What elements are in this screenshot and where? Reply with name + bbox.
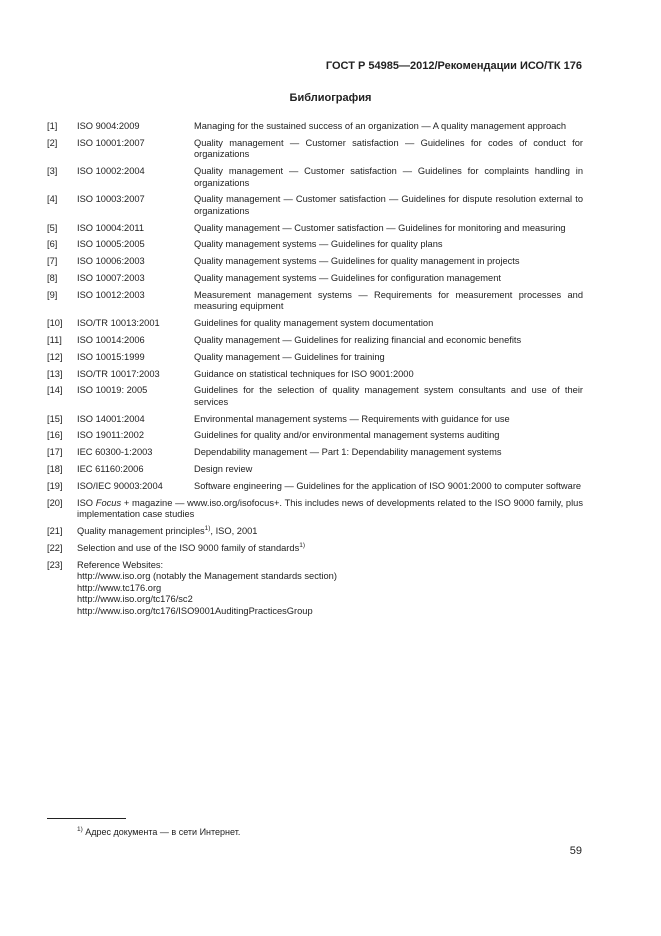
document-header: ГОСТ Р 54985—2012/Рекомендации ИСО/ТК 176 [325, 60, 582, 72]
entry-standard-code: ISO/TR 10017:2003 [77, 368, 160, 379]
entry-standard-code: ISO 10001:2007 [77, 137, 145, 148]
entry-description: Guidelines for the selection of quality management system consultants and use of their services [194, 385, 583, 407]
entry-number: [5] [47, 222, 58, 233]
footnote-marker: 1) [204, 524, 211, 532]
entry-text: + magazine — www.iso.org/isofocus+. This includes news of developments related to the ISO 9000 family, plus implementation case studies [77, 497, 583, 520]
entry-standard-code: ISO/TR 10013:2001 [77, 318, 160, 329]
entry-standard-code: ISO 10005:2005 [77, 239, 145, 250]
entry-number: [8] [47, 273, 58, 284]
reference-websites-label: Reference Websites: [77, 559, 164, 570]
bibliography-entry [47, 335, 583, 347]
bibliography-entry [47, 256, 583, 268]
entry-number: [18] [47, 464, 63, 475]
entry-standard-code: ISO 10004:2011 [77, 222, 145, 233]
entry-standard-code: ISO 10003:2007 [77, 194, 145, 205]
entry-standard-code: ISO/IEC 90003:2004 [77, 480, 163, 491]
footnote-marker: 1) [77, 826, 83, 833]
entry-italic-text: Focus [95, 497, 122, 508]
entry-number: [9] [47, 289, 58, 300]
entry-standard-code: IEC 61160:2006 [77, 464, 144, 475]
entry-description: Design review [194, 464, 253, 475]
entry-number: [23] [47, 559, 63, 570]
website-link[interactable]: http://www.tc176.org [77, 582, 162, 593]
bibliography-entry-20 [47, 498, 583, 521]
bibliography-entry-21 [47, 526, 583, 538]
entry-number: [17] [47, 447, 63, 458]
entry-number: [11] [47, 334, 62, 345]
entry-description: Managing for the sustained success of an organization — A quality management approach [194, 121, 567, 131]
website-link[interactable]: http://www.iso.org/tc176/ISO9001AuditingPracticesGroup [77, 605, 313, 616]
entry-number: [10] [47, 318, 63, 329]
entry-description: Dependability management — Part 1: Dependability management systems [194, 447, 502, 458]
entry-number: [13] [47, 368, 63, 379]
entry-number: [6] [47, 239, 58, 250]
bibliography-list [47, 121, 583, 622]
entry-number: [20] [47, 497, 63, 508]
bibliography-entry [47, 430, 583, 442]
entry-number: [15] [47, 413, 63, 424]
entry-text: , ISO, 2001 [210, 525, 258, 536]
bibliography-entry [47, 138, 583, 161]
website-link[interactable]: http://www.iso.org/tc176/sc2 [77, 594, 193, 605]
entry-standard-code: ISO 10015:1999 [77, 351, 145, 362]
footnote-marker: 1) [299, 541, 306, 549]
entry-standard-code: ISO 10019: 2005 [77, 385, 148, 396]
bibliography-entry-22 [47, 543, 583, 555]
entry-description [77, 526, 583, 538]
entry-text: Quality management principles [77, 525, 205, 536]
entry-description: Quality management — Customer satisfaction — Guidelines for monitoring and measuring [194, 222, 566, 233]
footnote-divider [47, 818, 126, 819]
entry-number: [14] [47, 385, 63, 396]
entry-number: [21] [47, 525, 63, 536]
entry-description: Guidelines for quality management system documentation [194, 318, 434, 329]
bibliography-entries [47, 121, 583, 492]
bibliography-entry [47, 166, 583, 189]
entry-description: Environmental management systems — Requirements with guidance for use [194, 413, 510, 424]
entry-standard-code: ISO 9004:2009 [77, 121, 140, 131]
entry-description: Quality management systems — Guidelines for configuration management [194, 273, 501, 284]
footnote-text: Адрес документа — в сети Интернет. [82, 827, 241, 837]
entry-standard-code: ISO 10006:2003 [77, 256, 145, 267]
entry-number: [4] [47, 194, 58, 205]
bibliography-entry [47, 369, 583, 381]
bibliography-entry [47, 273, 583, 285]
bibliography-entry [47, 414, 583, 426]
bibliography-title: Библиография [289, 92, 372, 104]
entry-number: [7] [47, 256, 58, 267]
bibliography-entry [47, 481, 583, 493]
bibliography-entry-23 [47, 560, 583, 618]
website-link[interactable]: http://www.iso.org (notably the Management standards section) [77, 571, 337, 582]
entry-number: [19] [47, 480, 63, 491]
entry-number: [12] [47, 351, 63, 362]
bibliography-entry [47, 464, 583, 476]
bibliography-entry [47, 318, 583, 330]
page-number: 59 [569, 845, 582, 857]
entry-standard-code: ISO 10002:2004 [77, 166, 145, 177]
bibliography-entry [47, 447, 583, 459]
entry-description: Quality management systems — Guidelines for quality management in projects [194, 256, 520, 267]
bibliography-entry [47, 223, 583, 235]
entry-standard-code: ISO 10014:2006 [77, 334, 145, 345]
entry-number: [2] [47, 137, 58, 148]
entry-text: ISO [77, 497, 96, 508]
bibliography-entry [47, 290, 583, 313]
entry-standard-code: ISO 14001:2004 [77, 413, 145, 424]
entry-description: Measurement management systems — Requirements for measurement processes and measuring equipment [194, 289, 583, 312]
entry-description [77, 560, 583, 618]
entry-description: Quality management — Customer satisfaction — Guidelines for complaints handling in organizations [194, 166, 583, 188]
entry-standard-code: ISO 10007:2003 [77, 273, 145, 284]
footnote [77, 827, 240, 837]
entry-description: Quality management — Guidelines for realizing financial and economic benefits [194, 334, 522, 345]
entry-description: Quality management systems — Guidelines for quality plans [194, 239, 443, 250]
entry-description: Quality management — Customer satisfaction — Guidelines for codes of conduct for organizations [194, 137, 583, 160]
entry-description [77, 498, 583, 521]
bibliography-entry [47, 194, 583, 217]
entry-number: [22] [47, 542, 63, 553]
entry-standard-code: ISO 19011:2002 [77, 430, 145, 441]
entry-description: Quality management — Customer satisfaction — Guidelines for dispute resolution external to organizations [194, 194, 583, 216]
entry-number: [3] [47, 166, 58, 177]
entry-description: Software engineering — Guidelines for the application of ISO 9001:2000 to computer software [194, 480, 582, 491]
entry-text: Selection and use of the ISO 9000 family of standards [77, 542, 300, 553]
bibliography-entry [47, 385, 583, 408]
bibliography-entry [47, 239, 583, 251]
entry-number: [16] [47, 430, 63, 441]
entry-description: Quality management — Guidelines for training [194, 351, 385, 362]
entry-description: Guidance on statistical techniques for ISO 9001:2000 [194, 368, 414, 379]
entry-description [77, 543, 583, 555]
entry-standard-code: IEC 60300-1:2003 [77, 447, 153, 458]
entry-number: [1] [47, 121, 58, 131]
bibliography-entry [47, 352, 583, 364]
entry-standard-code: ISO 10012:2003 [77, 289, 145, 300]
entry-description: Guidelines for quality and/or environmental management systems auditing [194, 430, 500, 441]
bibliography-entry [47, 121, 583, 133]
